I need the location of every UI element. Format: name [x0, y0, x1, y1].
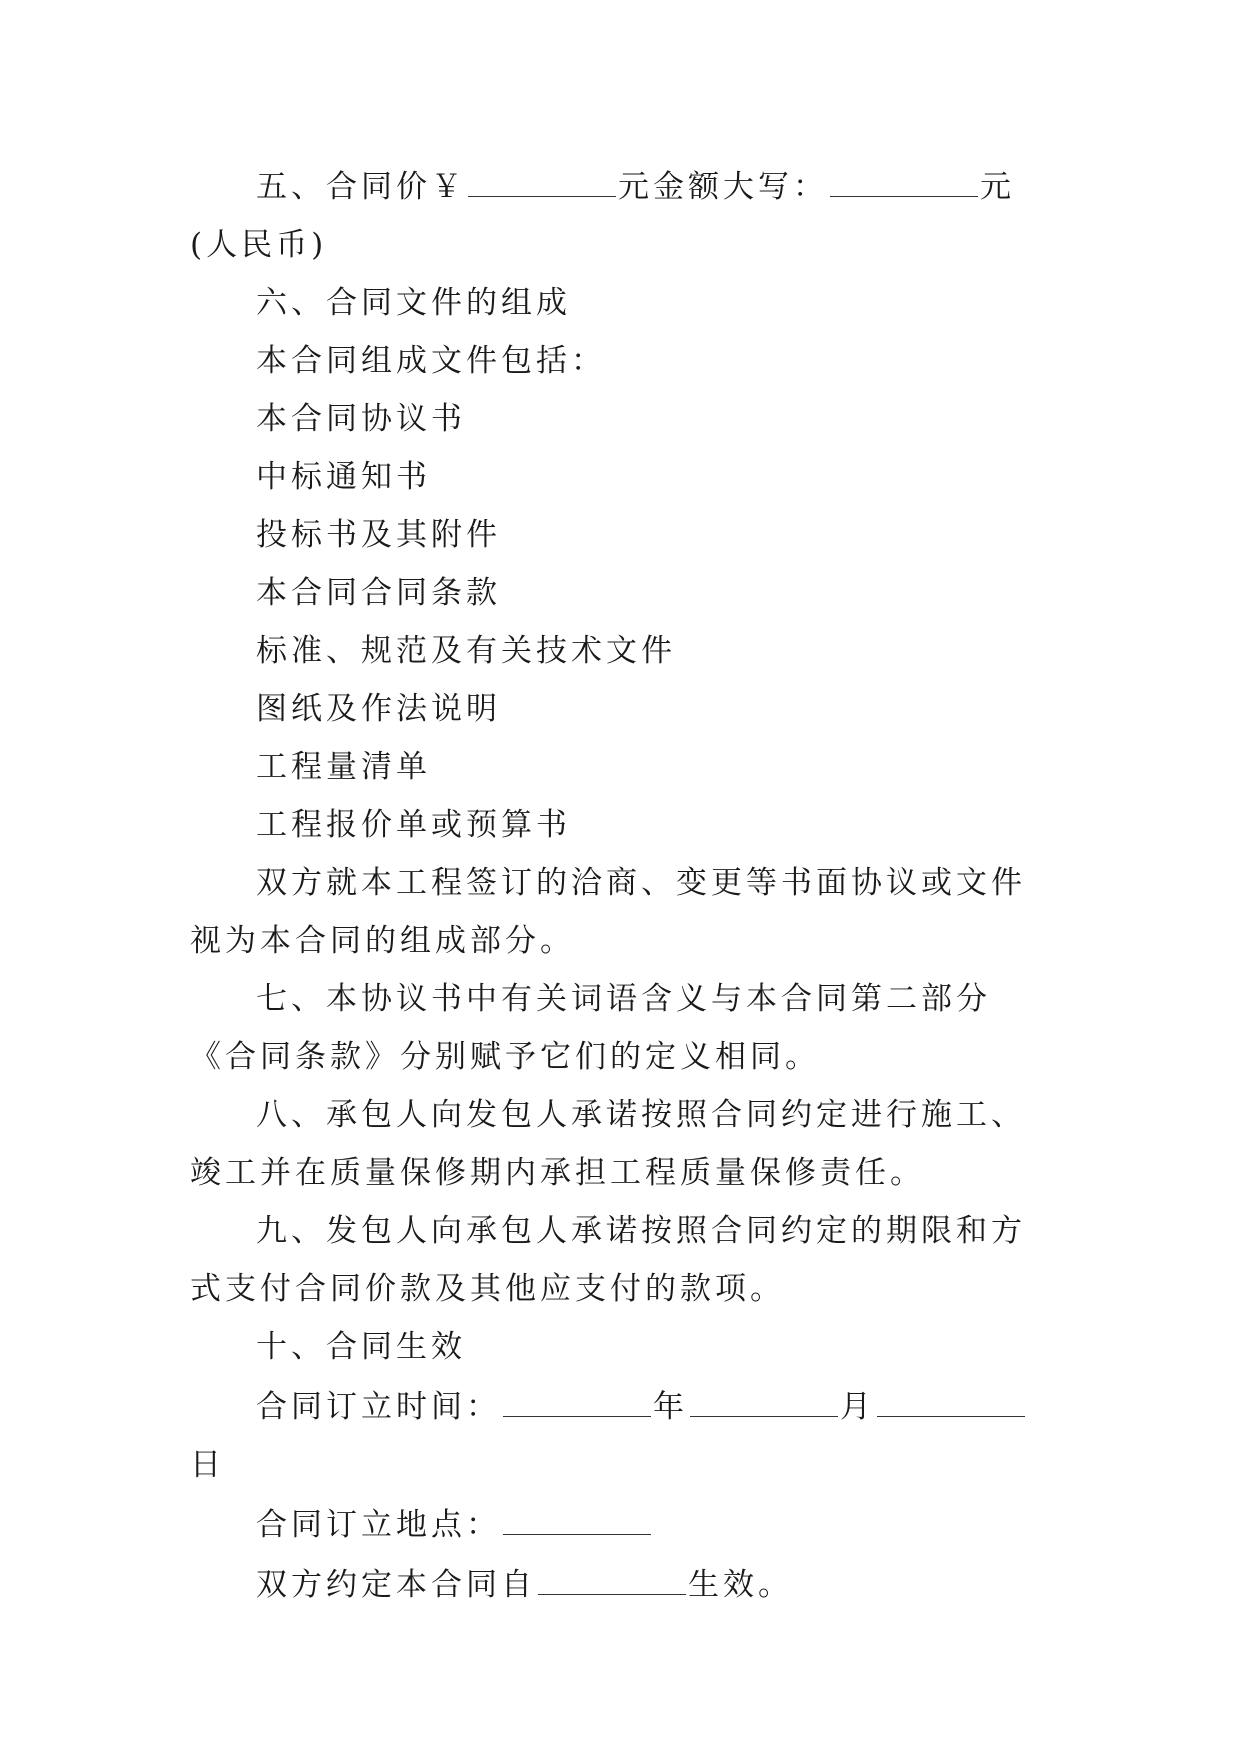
clause-5-label: 五、合同价￥ — [256, 169, 466, 205]
year-label: 年 — [653, 1389, 688, 1425]
month-blank[interactable] — [690, 1376, 838, 1417]
effective-suffix: 生效。 — [688, 1567, 793, 1603]
sign-place-blank[interactable] — [503, 1494, 651, 1535]
doc-item: 标准、规范及有关技术文件 — [256, 633, 676, 669]
effective-label: 双方约定本合同自 — [256, 1567, 536, 1603]
clause-5-uppercase-label: 元金额大写： — [618, 169, 828, 205]
effective-line — [190, 1554, 1050, 1614]
doc-item: 中标通知书 — [256, 459, 431, 495]
clause-5-contract-price — [190, 156, 1050, 274]
clause-5-currency: 元(人民币) — [190, 169, 1015, 263]
sign-place-label: 合同订立地点： — [256, 1507, 501, 1543]
price-figures-blank[interactable] — [468, 156, 616, 197]
clause-7: 七、本协议书中有关词语含义与本合同第二部分《合同条款》分别赋予它们的定义相同。 — [190, 981, 991, 1075]
clause-6-intro: 本合同组成文件包括： — [256, 343, 606, 379]
clause-6-heading: 六、合同文件的组成 — [256, 285, 571, 321]
clause-9: 九、发包人向承包人承诺按照合同约定的期限和方式支付合同价款及其他应支付的款项。 — [190, 1213, 1026, 1307]
sign-place-line — [190, 1494, 1050, 1554]
doc-item: 工程报价单或预算书 — [256, 807, 571, 843]
doc-item: 图纸及作法说明 — [256, 691, 501, 727]
sign-time-label: 合同订立时间： — [256, 1389, 501, 1425]
doc-item: 本合同协议书 — [256, 401, 466, 437]
effective-date-blank[interactable] — [538, 1554, 686, 1595]
clause-6-note: 双方就本工程签订的洽商、变更等书面协议或文件视为本合同的组成部分。 — [190, 865, 1026, 959]
sign-time-line — [190, 1376, 1050, 1494]
clause-10-heading: 十、合同生效 — [256, 1329, 466, 1365]
month-label: 月 — [840, 1389, 875, 1425]
contract-body — [190, 156, 1050, 1614]
doc-item: 投标书及其附件 — [256, 517, 501, 553]
doc-item: 工程量清单 — [256, 749, 431, 785]
day-blank[interactable] — [877, 1376, 1025, 1417]
price-words-blank[interactable] — [830, 156, 978, 197]
doc-item: 本合同合同条款 — [256, 575, 501, 611]
day-label: 日 — [190, 1447, 225, 1483]
year-blank[interactable] — [503, 1376, 651, 1417]
clause-8: 八、承包人向发包人承诺按照合同约定进行施工、竣工并在质量保修期内承担工程质量保修责任。 — [190, 1097, 1026, 1191]
